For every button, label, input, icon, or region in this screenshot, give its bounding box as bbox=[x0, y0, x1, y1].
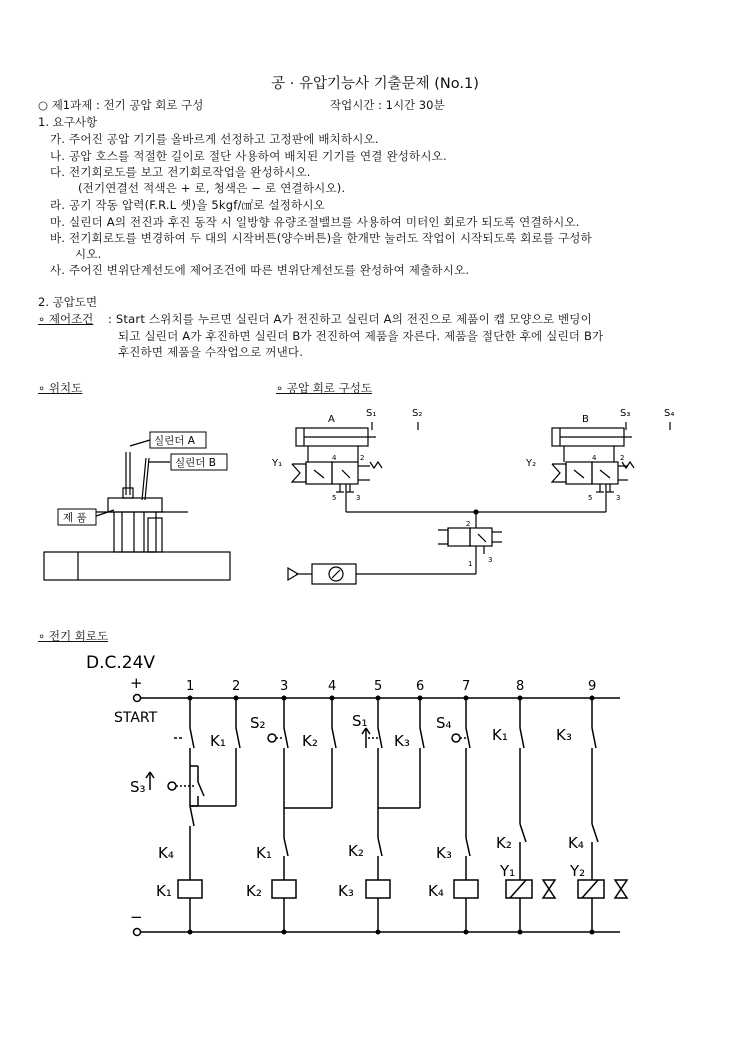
task-time: 작업시간 : 1시간 30분 bbox=[330, 98, 445, 112]
solenoid-y2: Y₂ bbox=[526, 458, 537, 469]
port-5: 5 bbox=[332, 494, 337, 502]
contact-k1: K₁ bbox=[210, 732, 226, 750]
page-title: 공 · 유압기능사 기출문제 (No.1) bbox=[271, 76, 479, 92]
requirements-heading: 1. 요구사항 bbox=[38, 115, 98, 129]
port-3: 3 bbox=[488, 556, 493, 564]
node-8: 8 bbox=[516, 679, 525, 694]
node-3: 3 bbox=[280, 679, 289, 694]
sensor-s4: S₄ bbox=[664, 408, 675, 419]
pneumatic-circuit bbox=[270, 400, 710, 590]
contact-k2: K₂ bbox=[496, 834, 512, 852]
port-2: 2 bbox=[620, 454, 625, 462]
node-6: 6 bbox=[416, 679, 425, 694]
port-1: 1 bbox=[468, 560, 473, 568]
sensor-s3: S₃ bbox=[620, 408, 631, 419]
position-diagram bbox=[38, 400, 238, 590]
requirement-item: 마. 실린더 A의 전진과 후진 동작 시 일방향 유량조절밸브를 사용하여 미터인 회로가 되도록 연결하시오. bbox=[50, 215, 580, 229]
sensor-s2: S₂ bbox=[412, 408, 423, 419]
switch-s3: S₃ bbox=[130, 778, 146, 796]
relay-coil-k3: K₃ bbox=[338, 882, 354, 900]
port-3: 3 bbox=[616, 494, 621, 502]
task-label: ○ 제1과제 : 전기 공압 회로 구성 bbox=[38, 98, 204, 112]
contact-k4: K₄ bbox=[568, 834, 584, 852]
port-5: 5 bbox=[588, 494, 593, 502]
contact-k1: K₁ bbox=[256, 844, 272, 862]
switch-s2: S₂ bbox=[250, 714, 266, 732]
node-4: 4 bbox=[328, 679, 337, 694]
contact-k2: K₂ bbox=[348, 842, 364, 860]
cylinder-a-tag: A bbox=[328, 414, 335, 425]
requirement-item: 다. 전기회로도를 보고 전기회로작업을 완성하시오. bbox=[50, 165, 311, 179]
contact-k4: K₄ bbox=[158, 844, 174, 862]
node-9: 9 bbox=[588, 679, 597, 694]
requirement-item: 바. 전기회로도를 변경하여 두 대의 시작버튼(양수버튼)을 한개만 눌러도 작업이 시작되도록 회로를 구성하 bbox=[50, 231, 592, 245]
contact-k3: K₃ bbox=[436, 844, 452, 862]
relay-coil-k4: K₄ bbox=[428, 882, 444, 900]
control-label: ∘ 제어조건 bbox=[38, 312, 94, 326]
port-2: 2 bbox=[360, 454, 365, 462]
requirement-item: 사. 주어진 변위단계선도에 제어조건에 따른 변위단계선도를 완성하여 제출하시오. bbox=[50, 263, 470, 277]
solenoid-y1: Y₁ bbox=[272, 458, 283, 469]
contact-k3: K₃ bbox=[556, 726, 572, 744]
node-5: 5 bbox=[374, 679, 383, 694]
switch-s4: S₄ bbox=[436, 714, 452, 732]
position-diagram-label: ∘ 위치도 bbox=[38, 381, 83, 395]
relay-coil-k1: K₁ bbox=[156, 882, 172, 900]
circuit-diagram-label: ∘ 공압 회로 구성도 bbox=[276, 381, 372, 395]
requirement-item: 라. 공기 작동 압력(F.R.L 셋)을 5kgf/㎠로 설정하시오 bbox=[50, 198, 325, 212]
requirement-item: 가. 주어진 공압 기기를 올바르게 선정하고 고정판에 배치하시오. bbox=[50, 132, 379, 146]
contact-k2: K₂ bbox=[302, 732, 318, 750]
port-3: 3 bbox=[356, 494, 361, 502]
control-line: 되고 실린더 A가 후진하면 실린더 B가 전진하여 제품을 자른다. 제품을 절단한 후에 실린더 B가 bbox=[118, 329, 604, 343]
sensor-s1: S₁ bbox=[366, 408, 377, 419]
cylinder-b-label: 실린더 B bbox=[175, 457, 216, 469]
contact-k1: K₁ bbox=[492, 726, 508, 744]
node-2: 2 bbox=[232, 679, 241, 694]
supply-voltage: D.C.24V bbox=[86, 653, 156, 673]
pneumatic-heading: 2. 공압도면 bbox=[38, 295, 98, 309]
solenoid-y1: Y₁ bbox=[500, 862, 516, 880]
electric-diagram-label: ∘ 전기 회로도 bbox=[38, 629, 109, 643]
contact-k3: K₃ bbox=[394, 732, 410, 750]
node-7: 7 bbox=[462, 679, 471, 694]
control-line: : Start 스위치를 누르면 실린더 A가 전진하고 실린더 A의 전진으로 제품이 캡 모양으로 벤딩이 bbox=[108, 312, 592, 326]
electric-circuit bbox=[80, 648, 640, 948]
start-label: START bbox=[114, 710, 158, 726]
port-4: 4 bbox=[332, 454, 337, 462]
requirement-item: (전기연결선 적색은 + 로, 청색은 − 로 연결하시오). bbox=[78, 181, 346, 195]
switch-s1: S₁ bbox=[352, 712, 368, 730]
plus-terminal: + bbox=[130, 674, 143, 692]
port-4: 4 bbox=[592, 454, 597, 462]
control-line: 후진하면 제품을 수작업으로 꺼낸다. bbox=[118, 345, 304, 359]
cylinder-b-tag: B bbox=[582, 414, 589, 425]
requirement-item: 시오. bbox=[75, 247, 102, 261]
node-1: 1 bbox=[186, 679, 195, 694]
relay-coil-k2: K₂ bbox=[246, 882, 262, 900]
port-2: 2 bbox=[466, 520, 471, 528]
product-label: 제 품 bbox=[63, 512, 87, 524]
solenoid-y2: Y₂ bbox=[570, 862, 586, 880]
minus-terminal: − bbox=[130, 908, 143, 926]
cylinder-a-label: 실린더 A bbox=[154, 435, 195, 447]
requirement-item: 나. 공압 호스를 적절한 길이로 절단 사용하여 배치된 기기를 연결 완성하시오. bbox=[50, 149, 447, 163]
